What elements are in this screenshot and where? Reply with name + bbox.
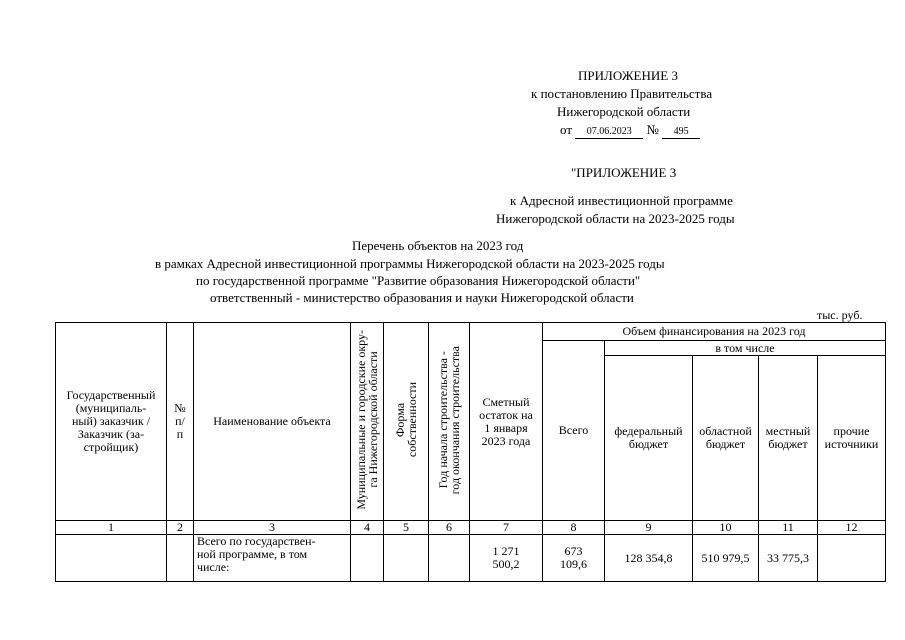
header-ownership-text: Форма собственности bbox=[393, 382, 419, 458]
header-municipal-text: Муниципальные и городские окру- га Нижегородской области bbox=[354, 330, 380, 510]
cell-object-name: Всего по государствен- ной программе, в том числе: bbox=[194, 535, 351, 582]
header-balance: Сметный остаток на 1 января 2023 года bbox=[470, 323, 543, 521]
header-financing: Объем финансирования на 2023 год bbox=[543, 323, 886, 341]
header-years bbox=[429, 323, 470, 521]
header-num: № п/ п bbox=[167, 323, 194, 521]
date-prefix: от bbox=[560, 122, 573, 137]
col-num: 7 bbox=[470, 521, 543, 535]
col-num: 12 bbox=[818, 521, 886, 535]
resolution-date: 07.06.2023 bbox=[575, 126, 643, 139]
header-regional: областной бюджет bbox=[693, 356, 759, 521]
appendix2-line1: к Адресной инвестиционной программе bbox=[510, 193, 733, 208]
col-num: 8 bbox=[543, 521, 605, 535]
cell-customer bbox=[56, 535, 167, 582]
list-title-line2: в рамках Адресной инвестиционной программы Нижегородской области на 2023-2025 годы bbox=[155, 256, 665, 271]
col-num: 6 bbox=[429, 521, 470, 535]
date-number-line bbox=[560, 122, 700, 139]
header-row-1 bbox=[56, 323, 886, 341]
resolution-number: 495 bbox=[662, 126, 700, 139]
header-including: в том числе bbox=[605, 341, 886, 356]
appendix-title: ПРИЛОЖЕНИЕ 3 bbox=[578, 68, 678, 83]
header-local: местный бюджет bbox=[759, 356, 818, 521]
cell-other bbox=[818, 535, 886, 582]
header-customer: Государственный (муниципаль- ный) заказчик / Заказчик (за- стройщик) bbox=[56, 323, 167, 521]
cell-years bbox=[429, 535, 470, 582]
cell-local: 33 775,3 bbox=[759, 535, 818, 582]
cell-ownership bbox=[384, 535, 429, 582]
list-title-line4: ответственный - министерство образования и науки Нижегородской области bbox=[210, 290, 634, 305]
list-title-line1: Перечень объектов на 2023 год bbox=[352, 238, 524, 253]
header-ownership bbox=[384, 323, 429, 521]
list-title-line3: по государственной программе "Развитие образования Нижегородской области" bbox=[196, 273, 641, 288]
table-row bbox=[56, 535, 886, 582]
cell-total: 673 109,6 bbox=[543, 535, 605, 582]
col-num: 2 bbox=[167, 521, 194, 535]
appendix2-line2: Нижегородской области на 2023-2025 годы bbox=[496, 211, 735, 226]
col-num: 10 bbox=[693, 521, 759, 535]
header-federal: федеральный бюджет bbox=[605, 356, 693, 521]
number-sign: № bbox=[646, 122, 659, 137]
col-num: 4 bbox=[351, 521, 384, 535]
cell-municipal bbox=[351, 535, 384, 582]
col-num: 11 bbox=[759, 521, 818, 535]
header-other: прочие источники bbox=[818, 356, 886, 521]
cell-num bbox=[167, 535, 194, 582]
financing-table bbox=[55, 322, 886, 582]
region-line: Нижегородской области bbox=[557, 104, 691, 119]
col-num: 5 bbox=[384, 521, 429, 535]
col-num: 9 bbox=[605, 521, 693, 535]
header-total: Всего bbox=[543, 341, 605, 521]
col-num: 1 bbox=[56, 521, 167, 535]
resolution-line: к постановлению Правительства bbox=[531, 86, 713, 101]
units-label: тыс. руб. bbox=[817, 308, 863, 322]
col-num: 3 bbox=[194, 521, 351, 535]
header-municipal bbox=[351, 323, 384, 521]
cell-regional: 510 979,5 bbox=[693, 535, 759, 582]
header-years-text: Год начала строительства - год окончания строительства bbox=[436, 345, 462, 495]
appendix2-title: "ПРИЛОЖЕНИЕ 3 bbox=[571, 165, 677, 180]
header-object-name: Наименование объекта bbox=[194, 323, 351, 521]
cell-federal: 128 354,8 bbox=[605, 535, 693, 582]
cell-balance: 1 271 500,2 bbox=[470, 535, 543, 582]
column-numbers-row bbox=[56, 521, 886, 535]
